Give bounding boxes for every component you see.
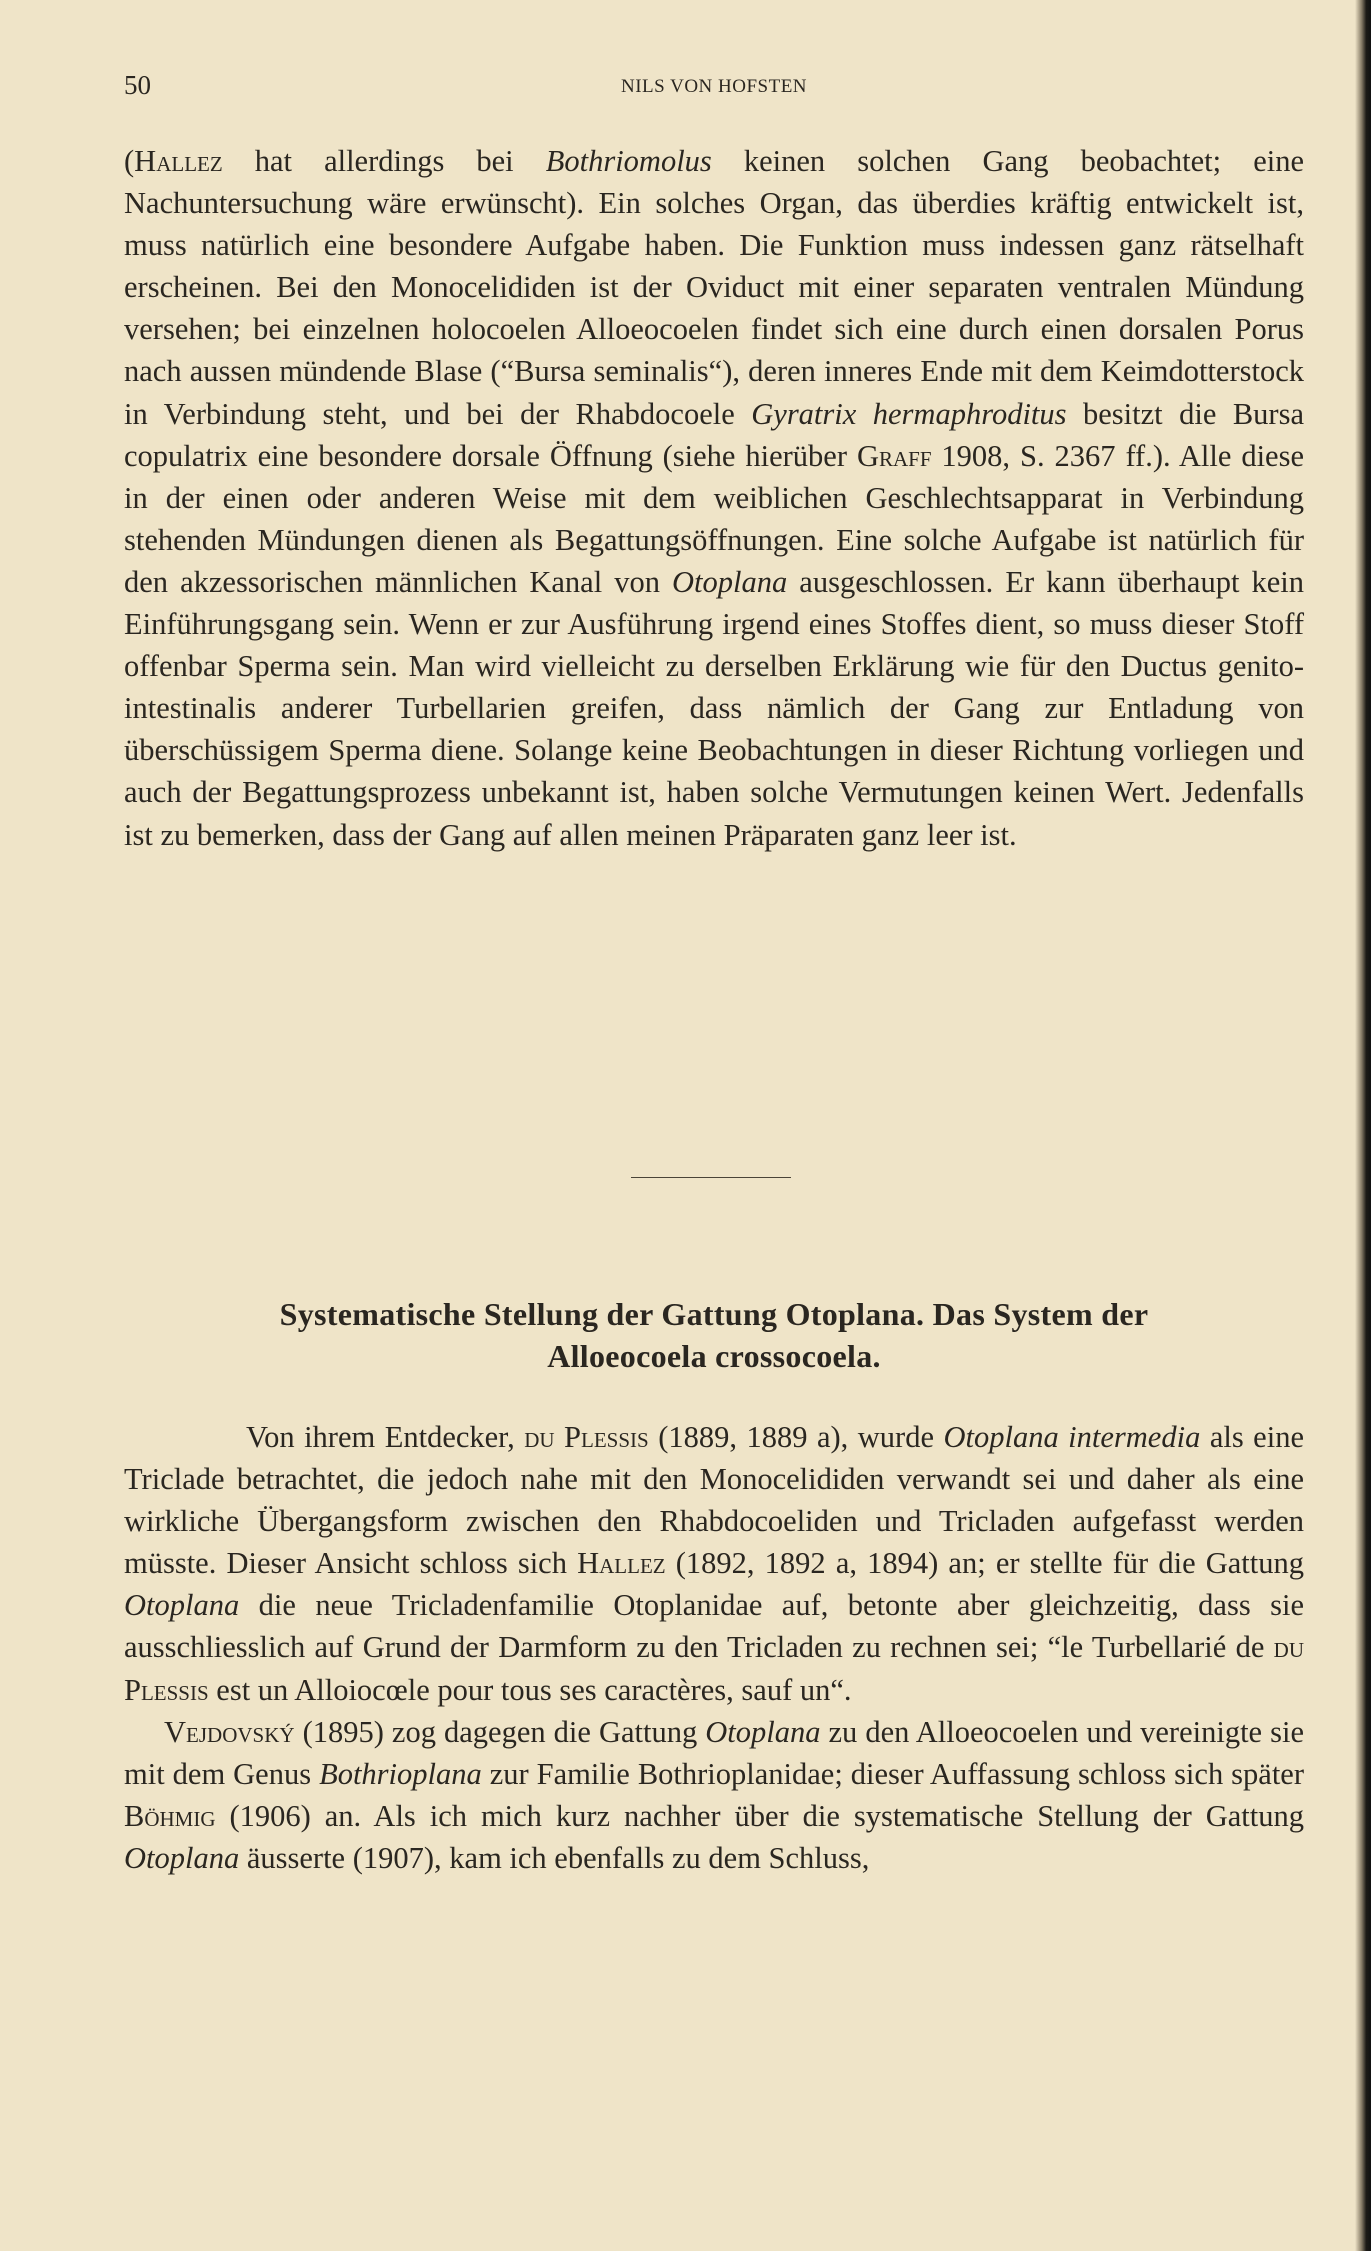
text-run: est un Alloiocœle pour tous ses caractères, sauf un“. [208,1672,852,1707]
taxon-name: Otoplana intermedia [943,1420,1201,1454]
text-run: als eine Triclade betrachtet, die jedoch nahe mit den Monocelididen verwandt sei und daher als eine wirkliche Übergangsform zwischen den Rhabdocoeliden und Tricladen aufgefasst werden müsste. Dieser Ansicht schloss sich [124,1420,1304,1581]
section-heading-line-2: Alloeocoela crossocoela. [547,1338,881,1374]
text-run: (1895) zog dagegen die Gattung [294,1714,706,1749]
text-run: besitzt die Bursa copulatrix eine besondere dorsale Öffnung (siehe hierüber [124,396,1304,473]
text-run: Von ihrem Entdecker, [246,1420,525,1454]
text-run: 1908, S. 2367 ff.). Alle diese in der einen oder anderen Weise mit dem weiblichen Geschlechtsapparat in Verbindung stehenden Mündungen dienen als Begattungsöffnungen. Eine solche Aufgabe ist natürlich für den akzessorischen männlichen Kanal von [124,438,1304,599]
running-head: NILS VON HOFSTEN [620,76,808,97]
text-run: zur Familie Bothrioplanidae; dieser Auffassung schloss sich später [481,1756,1305,1791]
author-name: Graff [856,438,932,473]
paragraph-3 [124,1711,1304,1879]
taxon-name: Otoplana [124,1840,240,1875]
author-name: du Plessis [524,1420,649,1454]
text-run: keinen solchen Gang beobachtet; eine Nachuntersuchung wäre erwünscht). Ein solches Organ, das überdies kräftig entwickelt ist, muss natürlich eine besondere Aufgabe haben. Die Funktion muss indessen ganz rätselhaft erscheinen. Bei den Monocelididen ist der Oviduct mit einer separaten ventralen Mündung versehen; bei einzelnen holocoelen Alloeocoelen findet sich eine durch einen dorsalen Porus nach aussen mündende Blase (“Bursa seminalis“), deren inneres Ende mit dem Keimdotterstock in Verbindung steht, und bei der Rhabdocoele [124,144,1304,431]
text-run: hat allerdings bei [222,144,546,178]
section-heading-line-1: Systematische Stellung der Gattung Otoplana. Das System der [279,1296,1149,1332]
author-name: Vejdovský [164,1714,295,1749]
section-divider [631,1177,791,1178]
text-block-1 [124,140,1304,856]
text-run: ausgeschlossen. Er kann überhaupt kein Einführungsgang sein. Wenn er zur Ausführung irgend eines Stoffes dient, so muss dieser Stoff offenbar Sperma sein. Man wird vielleicht zu derselben Erklärung wie für den Ductus genito-intestinalis anderer Turbellarien greifen, dass nämlich der Gang zur Entladung von überschüssigem Sperma diene. Solange keine Beobachtungen in dieser Richtung vorliegen und auch der Begattungsprozess unbekannt ist, haben solche Vermutungen keinen Wert. Jedenfalls ist zu bemerken, dass der Gang auf allen meinen Präparaten ganz leer ist. [124,564,1304,852]
author-name: du Plessis [124,1630,1304,1707]
section-heading [124,1293,1304,1377]
text-run: zu den Alloeocoelen und vereinigte sie mit dem Genus [124,1714,1304,1791]
text-run: (1889, 1889 a), wurde [648,1420,944,1454]
page-number: 50 [124,70,151,100]
taxon-name: Otoplana [672,564,788,599]
page-edge-shadow [1355,0,1371,2251]
author-name: Böhmig [124,1798,216,1833]
taxon-name: Bothriomolus [545,144,712,178]
text-run: ( [124,144,135,178]
text-run: die neue Tricladenfamilie Otoplanidae auf, betonte aber gleichzeitig, dass sie ausschliesslich auf Grund der Darmform zu den Tricladen zu rechnen sei; “le Turbellarié de [124,1588,1304,1665]
taxon-name: Gyratrix hermaphroditus [751,396,1067,431]
text-run: äusserte (1907), kam ich ebenfalls zu dem Schluss, [239,1840,870,1875]
taxon-name: Otoplana [124,1588,240,1623]
text-run: (1906) an. Als ich mich kurz nachher über die systematische Stellung der Gattung [215,1798,1304,1833]
taxon-name: Otoplana [705,1714,821,1749]
paragraph-1 [124,140,1304,856]
text-run: (1892, 1892 a, 1894) an; er stellte für die Gattung [665,1546,1305,1581]
paragraph-2 [124,1416,1304,1711]
author-name: Hallez [134,144,223,178]
text-block-2 [124,1416,1304,1879]
page-header [124,70,1304,110]
taxon-name: Bothrioplana [319,1756,482,1791]
author-name: Hallez [577,1546,666,1581]
